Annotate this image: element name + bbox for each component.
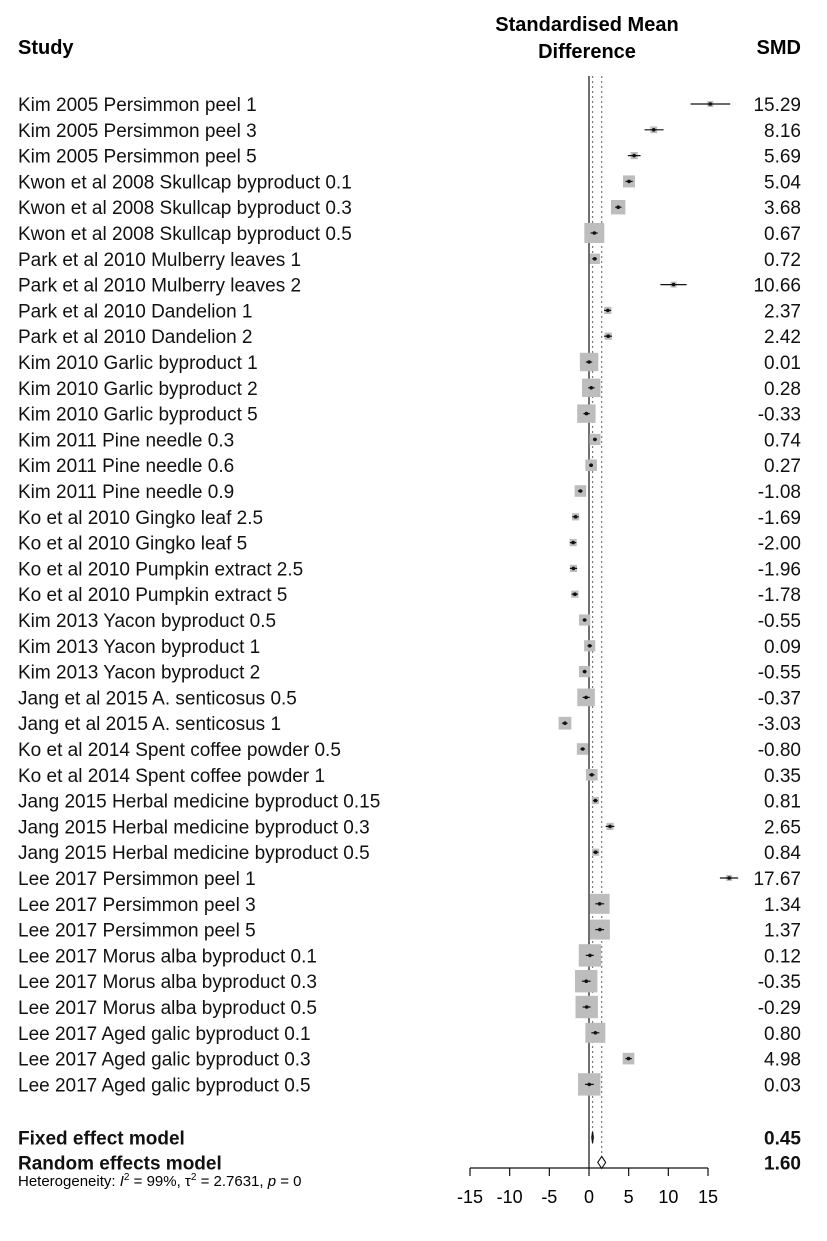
- study-label: Ko et al 2014 Spent coffee powder 0.5: [18, 740, 341, 761]
- study-point: [571, 541, 575, 545]
- study-label: Jang 2015 Herbal medicine byproduct 0.15: [18, 791, 381, 813]
- study-smd-value: 0.81: [764, 791, 801, 813]
- study-smd-value: 0.80: [764, 1023, 801, 1045]
- study-point: [583, 670, 587, 674]
- study-label: Lee 2017 Persimmon peel 3: [18, 894, 256, 916]
- study-point: [632, 154, 636, 158]
- study-smd-value: 0.03: [764, 1075, 801, 1097]
- study-point: [581, 747, 585, 751]
- study-label: Jang et al 2015 A. senticosus 1: [18, 714, 282, 736]
- study-label: Lee 2017 Morus alba byproduct 0.3: [18, 972, 317, 994]
- study-label: Jang et al 2015 A. senticosus 0.5: [18, 688, 297, 710]
- study-smd-value: 2.65: [764, 817, 801, 839]
- study-point: [590, 773, 594, 777]
- study-point: [587, 360, 591, 364]
- summary-label: Fixed effect model: [18, 1128, 185, 1150]
- study-smd-value: 15.29: [753, 95, 801, 116]
- study-label: Park et al 2010 Dandelion 2: [18, 327, 253, 349]
- study-header: Study: [18, 37, 74, 59]
- study-point: [584, 979, 588, 983]
- x-tick-label: -15: [456, 1187, 484, 1207]
- study-smd-value: -0.55: [757, 662, 801, 684]
- study-smd-value: 2.37: [764, 301, 801, 323]
- study-point: [594, 1031, 598, 1035]
- study-smd-value: 4.98: [764, 1049, 801, 1071]
- study-point: [598, 902, 602, 906]
- study-label: Ko et al 2010 Gingko leaf 2.5: [18, 507, 264, 529]
- study-smd-value: -1.69: [757, 507, 801, 529]
- study-point: [589, 386, 593, 390]
- study-point: [574, 515, 578, 519]
- x-tick-label: 0: [583, 1187, 595, 1207]
- study-point: [572, 567, 576, 571]
- study-label: Kim 2013 Yacon byproduct 0.5: [18, 611, 277, 632]
- study-label: Lee 2017 Morus alba byproduct 0.1: [18, 946, 317, 968]
- study-rows: [18, 95, 801, 1096]
- study-smd-value: 5.04: [764, 172, 801, 194]
- study-label: Lee 2017 Aged galic byproduct 0.1: [18, 1023, 311, 1045]
- study-smd-value: 1.34: [764, 894, 801, 916]
- x-tick-label: 10: [658, 1187, 679, 1207]
- study-smd-value: 0.28: [764, 378, 801, 400]
- study-point: [593, 231, 597, 235]
- study-label: Jang 2015 Herbal medicine byproduct 0.3: [18, 817, 370, 839]
- study-point: [585, 412, 589, 416]
- study-label: Lee 2017 Persimmon peel 1: [18, 869, 256, 890]
- study-smd-value: 0.84: [764, 843, 801, 865]
- study-point: [588, 954, 592, 958]
- study-label: Kim 2013 Yacon byproduct 1: [18, 636, 261, 658]
- study-point: [579, 489, 583, 493]
- study-label: Kim 2011 Pine needle 0.3: [18, 430, 235, 452]
- study-label: Jang 2015 Herbal medicine byproduct 0.5: [18, 843, 370, 865]
- study-point: [589, 463, 593, 467]
- study-label: Ko et al 2010 Pumpkin extract 5: [18, 585, 288, 607]
- study-label: Park et al 2010 Dandelion 1: [18, 301, 253, 323]
- study-smd-value: -1.78: [757, 585, 801, 607]
- study-smd-value: -1.96: [757, 559, 801, 581]
- study-smd-value: -1.08: [757, 482, 801, 503]
- effect-header-line1: Standardised Mean: [495, 14, 679, 36]
- study-point: [594, 850, 598, 854]
- study-point: [727, 876, 731, 880]
- x-tick-label: -5: [541, 1187, 558, 1207]
- x-tick-label: -10: [496, 1187, 523, 1207]
- x-axis: [457, 1168, 718, 1207]
- heterogeneity-text: Heterogeneity: $I^2 = 99\%$, $\tau^2 = 2.7631$, p = 0: [18, 1172, 302, 1190]
- study-label: Kim 2010 Garlic byproduct 2: [18, 378, 258, 400]
- study-smd-value: -0.33: [757, 404, 801, 426]
- study-label: Ko et al 2014 Spent coffee powder 1: [18, 765, 326, 787]
- study-smd-value: 0.12: [764, 946, 801, 968]
- study-point: [627, 180, 631, 184]
- study-smd-value: 0.67: [764, 224, 801, 245]
- study-smd-value: 0.09: [764, 636, 801, 658]
- study-smd-value: -3.03: [757, 714, 801, 736]
- study-point: [583, 618, 587, 622]
- study-label: Park et al 2010 Mulberry leaves 2: [18, 275, 302, 297]
- study-point: [598, 928, 602, 932]
- study-smd-value: 8.16: [764, 120, 801, 142]
- study-smd-value: -0.29: [757, 998, 801, 1019]
- study-smd-value: 10.66: [753, 275, 801, 297]
- study-point: [709, 102, 713, 106]
- study-point: [627, 1057, 631, 1061]
- study-smd-value: 0.72: [764, 249, 801, 271]
- study-smd-value: -0.80: [757, 740, 801, 761]
- study-point: [593, 438, 597, 442]
- random-effect-diamond: [598, 1156, 606, 1168]
- study-label: Kim 2011 Pine needle 0.9: [18, 482, 235, 503]
- study-smd-value: 0.27: [764, 456, 801, 478]
- fixed-effect-diamond: [592, 1131, 594, 1143]
- study-label: Ko et al 2010 Pumpkin extract 2.5: [18, 559, 304, 581]
- study-label: Kim 2011 Pine needle 0.6: [18, 456, 235, 478]
- study-label: Kwon et al 2008 Skullcap byproduct 0.1: [18, 172, 352, 194]
- summary-smd-value: 1.60: [764, 1153, 801, 1175]
- study-label: Kim 2005 Persimmon peel 5: [18, 146, 257, 168]
- study-point: [608, 825, 612, 829]
- study-label: Lee 2017 Persimmon peel 5: [18, 920, 256, 942]
- study-point: [652, 128, 656, 132]
- study-smd-value: -0.35: [757, 972, 801, 994]
- study-point: [588, 644, 592, 648]
- study-smd-value: 5.69: [764, 146, 801, 168]
- study-label: Kim 2013 Yacon byproduct 2: [18, 662, 261, 684]
- summary-smd-value: 0.45: [764, 1128, 801, 1150]
- study-point: [616, 205, 620, 209]
- study-label: Kim 2005 Persimmon peel 3: [18, 120, 257, 142]
- study-point: [606, 334, 610, 338]
- study-label: Kwon et al 2008 Skullcap byproduct 0.5: [18, 224, 352, 245]
- study-smd-value: 2.42: [764, 327, 801, 349]
- study-label: Kim 2010 Garlic byproduct 1: [18, 353, 258, 374]
- study-smd-value: 1.37: [764, 920, 801, 942]
- study-smd-value: 0.35: [764, 765, 801, 787]
- study-label: Ko et al 2010 Gingko leaf 5: [18, 533, 248, 555]
- study-smd-value: -0.55: [757, 611, 801, 632]
- study-smd-value: 17.67: [753, 869, 801, 890]
- study-label: Lee 2017 Aged galic byproduct 0.5: [18, 1075, 311, 1097]
- study-label: Park et al 2010 Mulberry leaves 1: [18, 249, 302, 271]
- study-label: Lee 2017 Aged galic byproduct 0.3: [18, 1049, 311, 1071]
- study-label: Lee 2017 Morus alba byproduct 0.5: [18, 998, 317, 1019]
- study-smd-value: 3.68: [764, 198, 801, 220]
- study-point: [584, 696, 588, 700]
- summary-label: Random effects model: [18, 1153, 222, 1175]
- smd-header: SMD: [756, 37, 801, 59]
- study-point: [593, 257, 597, 261]
- study-point: [587, 1083, 591, 1087]
- study-label: Kwon et al 2008 Skullcap byproduct 0.3: [18, 198, 352, 220]
- study-smd-value: -0.37: [757, 688, 801, 710]
- study-point: [594, 799, 598, 803]
- x-tick-label: 15: [697, 1187, 719, 1207]
- study-point: [573, 592, 577, 596]
- x-tick-label: 5: [623, 1187, 634, 1207]
- study-point: [585, 1005, 589, 1009]
- study-smd-value: 0.74: [764, 430, 801, 452]
- study-smd-value: 0.01: [764, 353, 801, 374]
- study-point: [606, 309, 610, 313]
- study-point: [672, 283, 676, 287]
- study-label: Kim 2005 Persimmon peel 1: [18, 95, 257, 116]
- study-label: Kim 2010 Garlic byproduct 5: [18, 404, 258, 426]
- effect-header-line2: Difference: [538, 41, 636, 63]
- study-smd-value: -2.00: [757, 533, 801, 555]
- study-point: [563, 721, 567, 725]
